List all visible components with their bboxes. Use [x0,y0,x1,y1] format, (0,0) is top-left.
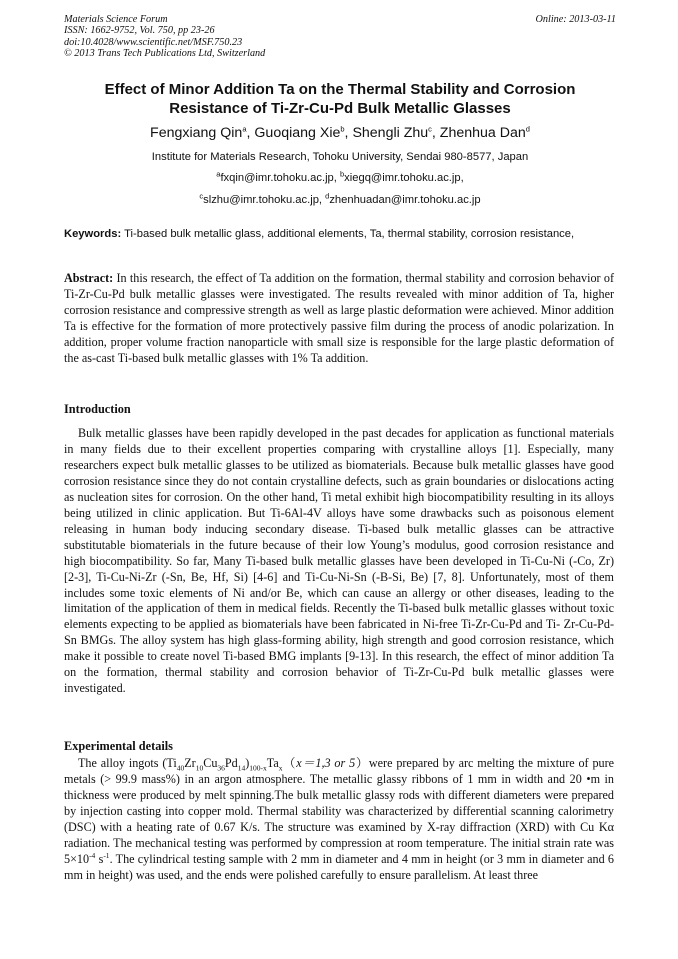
exp-sup-7: -4 [89,850,96,860]
email-b[interactable]: xiegq@imr.tohoku.ac.jp, [344,172,464,184]
exp-t8: ）were prepared by arc melting the mixture of pure metals (> 99.9 mass%) in an argon atmosphere. The metallic glassy ribbons of 1 mm in width and 20 •m in thickness were produced by melt spinning.The bulk metallic glassy rods with different diameters were prepared by injection casting into copper mold. Thermal stability was characterized by differential scanning calorimetry (DSC) with a heating rate of 0.67 K/s. The structure was examined by X-ray diffraction (XRD) with Cu Kα radiation. The mechanical testing was performed by compression at room temperature. The initial strain rate was 5×10 [64,756,615,866]
exp-t3: Cu [203,756,218,770]
author-2: Guoqiang Xie [254,125,341,141]
email-line-1 [60,171,620,185]
keywords-text: Ti-based bulk metallic glass, additional elements, Ta, thermal stability, corrosion resistance, [124,228,575,240]
journal-name: Materials Science Forum [64,14,168,25]
exp-t9: s [95,851,104,866]
exp-sub-5: 100-x [249,763,267,773]
author-2-affil: b [340,124,345,134]
exp-x-equation: x＝1,3 or 5 [296,756,356,770]
email-c-sup: c [199,191,204,201]
exp-t10: . The cylindrical testing sample with 2 mm in diameter and 4 mm in height (or 3 mm in diameter and 6 mm in height) was used, and the ends were polished carefully to ensure parallelism. At least three [64,851,614,882]
introduction-heading: Introduction [64,402,131,416]
author-1: Fengxiang Qin [150,125,243,141]
institution: Institute for Materials Research, Tohoku University, Sendai 980-8577, Japan [151,151,529,163]
author-list: Fengxiang Qin$^a$, Guoqiang Xie$^b$, Shengli Zhu$^c$, Zhenhua Dan$^d$ [150,124,530,141]
email-c[interactable]: slzhu@imr.tohoku.ac.jp, [203,194,323,206]
author-4-affil: d [525,124,530,134]
online-date: Online: 2013-03-11 [535,14,616,25]
exp-sub-3: 36 [217,763,225,773]
experimental-heading: Experimental details [64,739,173,753]
experimental-text [64,756,614,884]
email-d-sup: d [325,191,330,201]
copyright-line: © 2013 Trans Tech Publications Ltd, Switzerland [64,48,266,60]
exp-t7: （ [282,756,297,770]
introduction-text: Bulk metallic glasses have been rapidly developed in the past decades for application as functional materials in many fields due to their excellent properties comparing with crystalline alloys [1]. Especially, many researchers expect bulk metallic glasses to be utilized as biomaterials. Because bulk metallic glasses have good corrosion resistance since they do not contain crystalline defects, such as grain boundaries or dislocations acting as nucleation sites for corrosion. On the other hand, Ti metal exhibit high biocompatibility resulting in its alloys being utilized in clinic application. But Ti-6Al-4V alloys have some drawbacks such as poisonous element releasing in human body inducing secondary disease. Ti-based bulk metallic glasses can be attractive substitutable biomaterials in the future because of their low Young’s modulus, good corrosion resistance and high biocompatibility. So far, Many Ti-based bulk metallic glasses have been developed in Ti-Cu-Ni (-Co, Zr) [2-3], Ti-Cu-Ni-Zr (-Sn, Be, Hf, Si) [4-6] and Ti-Cu-Ni-Sn (-B-Si, Be) [7, 8]. Unfortunately, most of them includes some toxic elements of Ni and/or Be, which can cause an allergy or other diseases, leading to the limitation of the application of them in medical fields. Recently the Ti-based bulk metallic glasses without toxic elements expecting to be applied as biomaterials have been fabricated in Ni-free Ti-Zr-Cu-Pd and Ti- Zr-Cu-Pd-Sn BMGs. The alloy system has high glass-forming ability, high strength and good corrosion resistance, which make it possible to create novel Ti-based BMG implants [9-13]. In this research, the effect of minor addition Ta on the formation, thermal stability and corrosion behavior of Ti-Zr-Cu-Pd bulk metallic glasses were investigated. [64,426,614,696]
exp-sub-6: x [278,763,283,773]
author-3-affil: c [428,124,432,134]
email-a[interactable]: fxqin@imr.tohoku.ac.jp, [220,172,337,184]
exp-sub-1: 40 [176,763,185,773]
abstract-label: Abstract: [64,271,114,285]
author-3: Shengli Zhu [352,125,429,141]
abstract [64,271,614,367]
exp-t1: The alloy ingots (Ti [78,756,177,770]
paper-title [60,80,620,118]
email-a-sup: a [216,169,221,179]
email-d[interactable]: zhenhuadan@imr.tohoku.ac.jp [329,194,481,206]
exp-sub-4: 14 [237,763,246,773]
abstract-text: In this research, the effect of Ta addition on the formation, thermal stability and corrosion behavior of Ti-Zr-Cu-Pd bulk metallic glasses were investigated. The results revealed with minor addition of Ta, higher corrosion resistance and compressive strength as well as large plastic deformation were achieved. Minor addition Ta is effective for the formation of more protectively passive film during the process of anodic polarization. In addition, proper volume fraction nanoparticle with small size is responsible for the large plastic deformation of the as-cast Ti-based bulk metallic glasses with 1% Ta addition. [64,271,614,365]
author-4: Zhenhua Dan [439,125,526,141]
exp-t6: Ta [266,756,279,770]
keywords-label: Keywords: [64,228,122,240]
exp-sup-8: -1 [103,850,110,860]
keywords [64,227,614,242]
doi-line: doi:10.4028/www.scientific.net/MSF.750.23 [64,36,243,48]
journal-header [64,14,616,60]
issn-line: ISSN: 1662-9752, Vol. 750, pp 23-26 [64,25,215,37]
exp-sub-2: 10 [195,763,204,773]
email-b-sup: b [340,169,345,179]
author-1-affil: a [242,124,247,134]
title-line-1: Effect of Minor Addition Ta on the Thermal Stability and Corrosion [104,81,576,98]
exp-t2: Zr [184,756,196,770]
exp-t4: Pd [224,756,238,770]
email-line-2 [60,193,620,207]
title-line-2: Resistance of Ti-Zr-Cu-Pd Bulk Metallic Glasses [169,100,511,117]
exp-t5: ) [245,756,250,770]
